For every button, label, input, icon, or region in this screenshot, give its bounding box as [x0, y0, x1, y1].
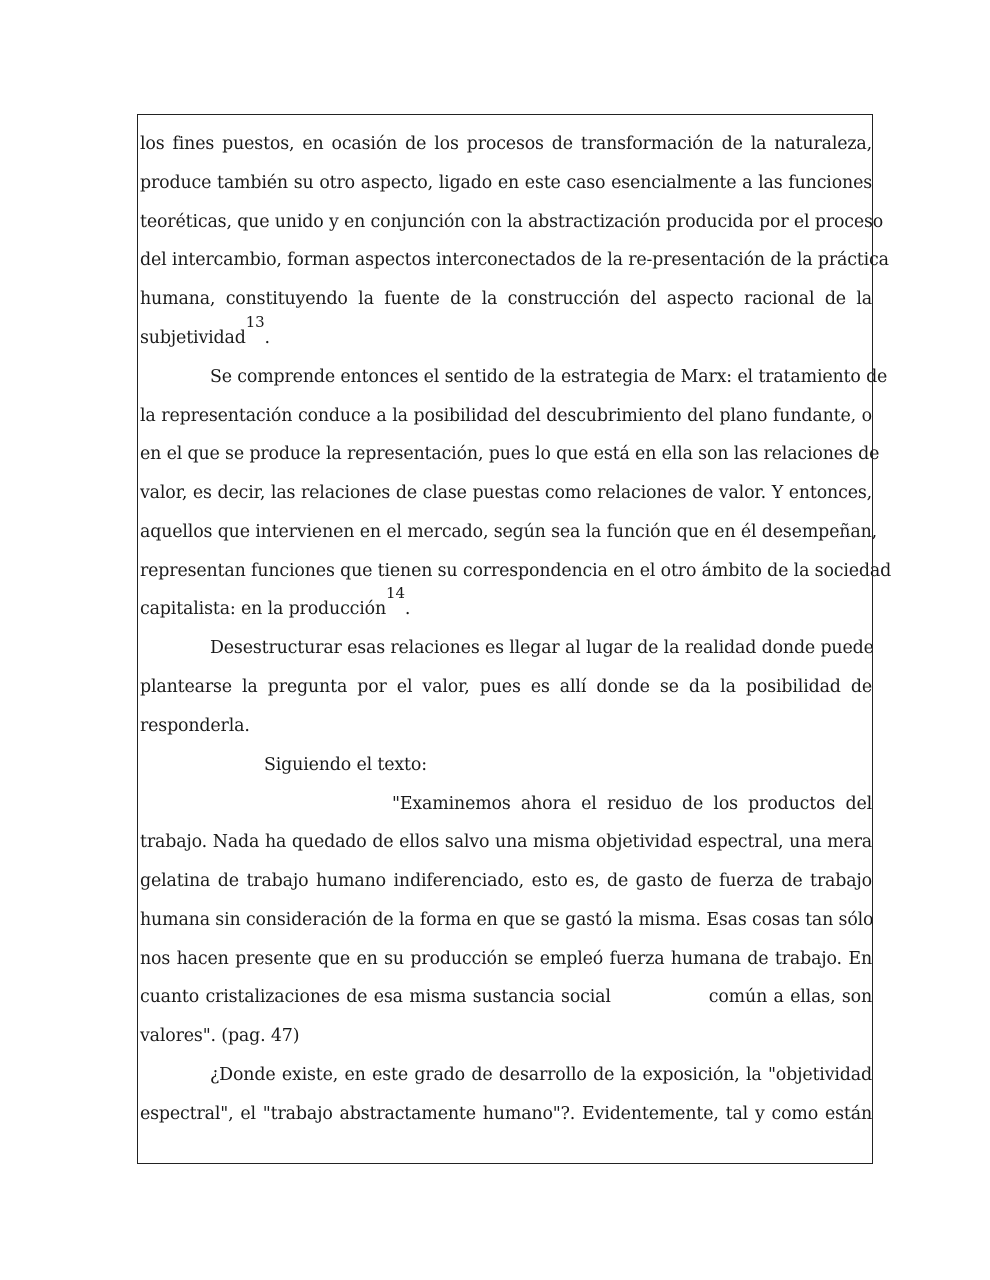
- footnote-ref-14[interactable]: 14: [386, 584, 405, 602]
- text-line: representan funciones que tienen su correspondencia en el otro ámbito de la sociedad: [140, 561, 892, 581]
- text-line: subjetividad$^{13}$.: [140, 313, 270, 348]
- footnote-ref-13[interactable]: 13: [245, 313, 265, 331]
- quote-line: nos hacen presente que en su producción se empleó fuerza humana de trabajo. En: [140, 949, 872, 969]
- text-line: responderla.: [140, 716, 250, 736]
- quote-line: humana sin consideración de la forma en que se gastó la misma. Esas cosas tan sólo: [140, 910, 874, 930]
- text-line: teoréticas, que unido y en conjunción con la abstractización producida por el proceso: [140, 212, 884, 232]
- text-line: Siguiendo el texto:: [264, 755, 427, 775]
- text-line: espectral", el "trabajo abstractamente humano"?. Evidentemente, tal y como están: [140, 1104, 872, 1124]
- quote-line: trabajo. Nada ha quedado de ellos salvo una misma objetividad espectral, una mera: [140, 832, 872, 852]
- text-line: valor, es decir, las relaciones de clase puestas como relaciones de valor. Y entonces,: [140, 483, 872, 503]
- quote-line: gelatina de trabajo humano indiferenciado, esto es, de gasto de fuerza de trabajo: [140, 871, 872, 891]
- text-line: los fines puestos, en ocasión de los procesos de transformación de la naturaleza,: [140, 134, 872, 154]
- text-line: ¿Donde existe, en este grado de desarrollo de la exposición, la "objetividad: [210, 1065, 872, 1085]
- text-line: plantearse la pregunta por el valor, pues es allí donde se da la posibilidad de: [140, 677, 872, 697]
- text-line: Se comprende entonces el sentido de la estrategia de Marx: el tratamiento de: [210, 367, 888, 387]
- quote-line: "Examinemos ahora el residuo de los productos del: [392, 794, 872, 814]
- text-line: aquellos que intervienen en el mercado, según sea la función que en él desempeñan,: [140, 522, 878, 542]
- text-line: en el que se produce la representación, pues lo que está en ella son las relaciones de: [140, 444, 880, 464]
- text-line: la representación conduce a la posibilidad del descubrimiento del plano fundante, o: [140, 406, 872, 426]
- text-line: humana, constituyendo la fuente de la construcción del aspecto racional de la: [140, 289, 872, 309]
- text-line: Desestructurar esas relaciones es llegar al lugar de la realidad donde puede: [210, 638, 874, 658]
- quote-line: cuanto cristalizaciones de esa misma sustancia social común a ellas, son: [140, 987, 872, 1007]
- text-line: del intercambio, forman aspectos interconectados de la re-presentación de la práctica: [140, 250, 889, 270]
- text-line: capitalista: en la producción$^{14}$.: [140, 584, 411, 619]
- quote-line: valores". (pag. 47): [140, 1026, 300, 1046]
- text-line: produce también su otro aspecto, ligado en este caso esencialmente a las funciones: [140, 173, 872, 193]
